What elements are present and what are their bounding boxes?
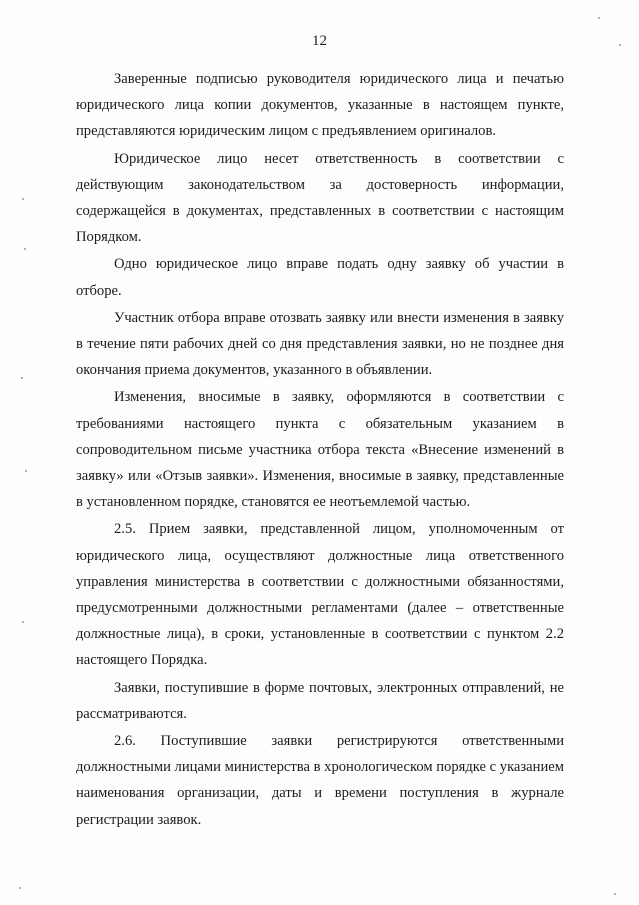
document-body [76,66,564,833]
scan-speck [614,893,616,895]
paragraph-2-5-acceptance: 2.5. Прием заявки, представленной лицом, уполномоченным от юридического лица, осуществляют должностные лица ответственного управления министерства в соответствии с должностными обязанностями, предусмотренными должностными регламентами (далее – ответственные должностные лица), в сроки, установленные в соответствии с пунктом 2.2 настоящего Порядка. [76,521,564,669]
paragraph-certified-copies: Заверенные подписью руководителя юридического лица и печатью юридического лица копии документов, указанные в настоящем пункте, представляются юридическим лицом с предъявлением оригиналов. [76,71,564,140]
scan-speck [19,887,21,889]
paragraph-amendments: Изменения, вносимые в заявку, оформляются в соответствии с требованиями настоящего пункта с обязательным указанием в сопроводительном письме участника отбора текста «Внесение изменений в заявку» или «Отзыв заявки». Изменения, вносимые в заявку, представленные в установленном порядке, становятся ее неотъемлемой частью. [76,389,564,511]
paragraph-one-application: Одно юридическое лицо вправе подать одну заявку об участии в отборе. [76,256,564,299]
paragraph-postal-not-considered: Заявки, поступившие в форме почтовых, электронных отправлений, не рассматриваются. [76,679,564,722]
scan-speck [25,470,27,472]
scan-speck [21,377,23,379]
paragraph-responsibility: Юридическое лицо несет ответственность в соответствии с действующим законодательством за достоверность информации, содержащейся в документах, представленных в соответствии с настоящим Порядком. [76,150,564,246]
scan-speck [22,198,24,200]
scan-speck [598,17,600,19]
scan-speck [22,621,24,623]
paragraph-withdraw-or-amend: Участник отбора вправе отозвать заявку или внести изменения в заявку в течение пяти рабочих дней со дня представления заявки, но не позднее дня окончания приема документов, указанного в объявлении. [76,309,564,379]
paragraph-2-6-registration: 2.6. Поступившие заявки регистрируются ответственными должностными лицами министерства в хронологическом порядке с указанием наименования организации, даты и времени поступления в журнале регистрации заявок. [76,733,564,828]
page-number: 12 [312,33,327,49]
scan-speck [24,248,26,250]
scan-speck [619,44,621,46]
